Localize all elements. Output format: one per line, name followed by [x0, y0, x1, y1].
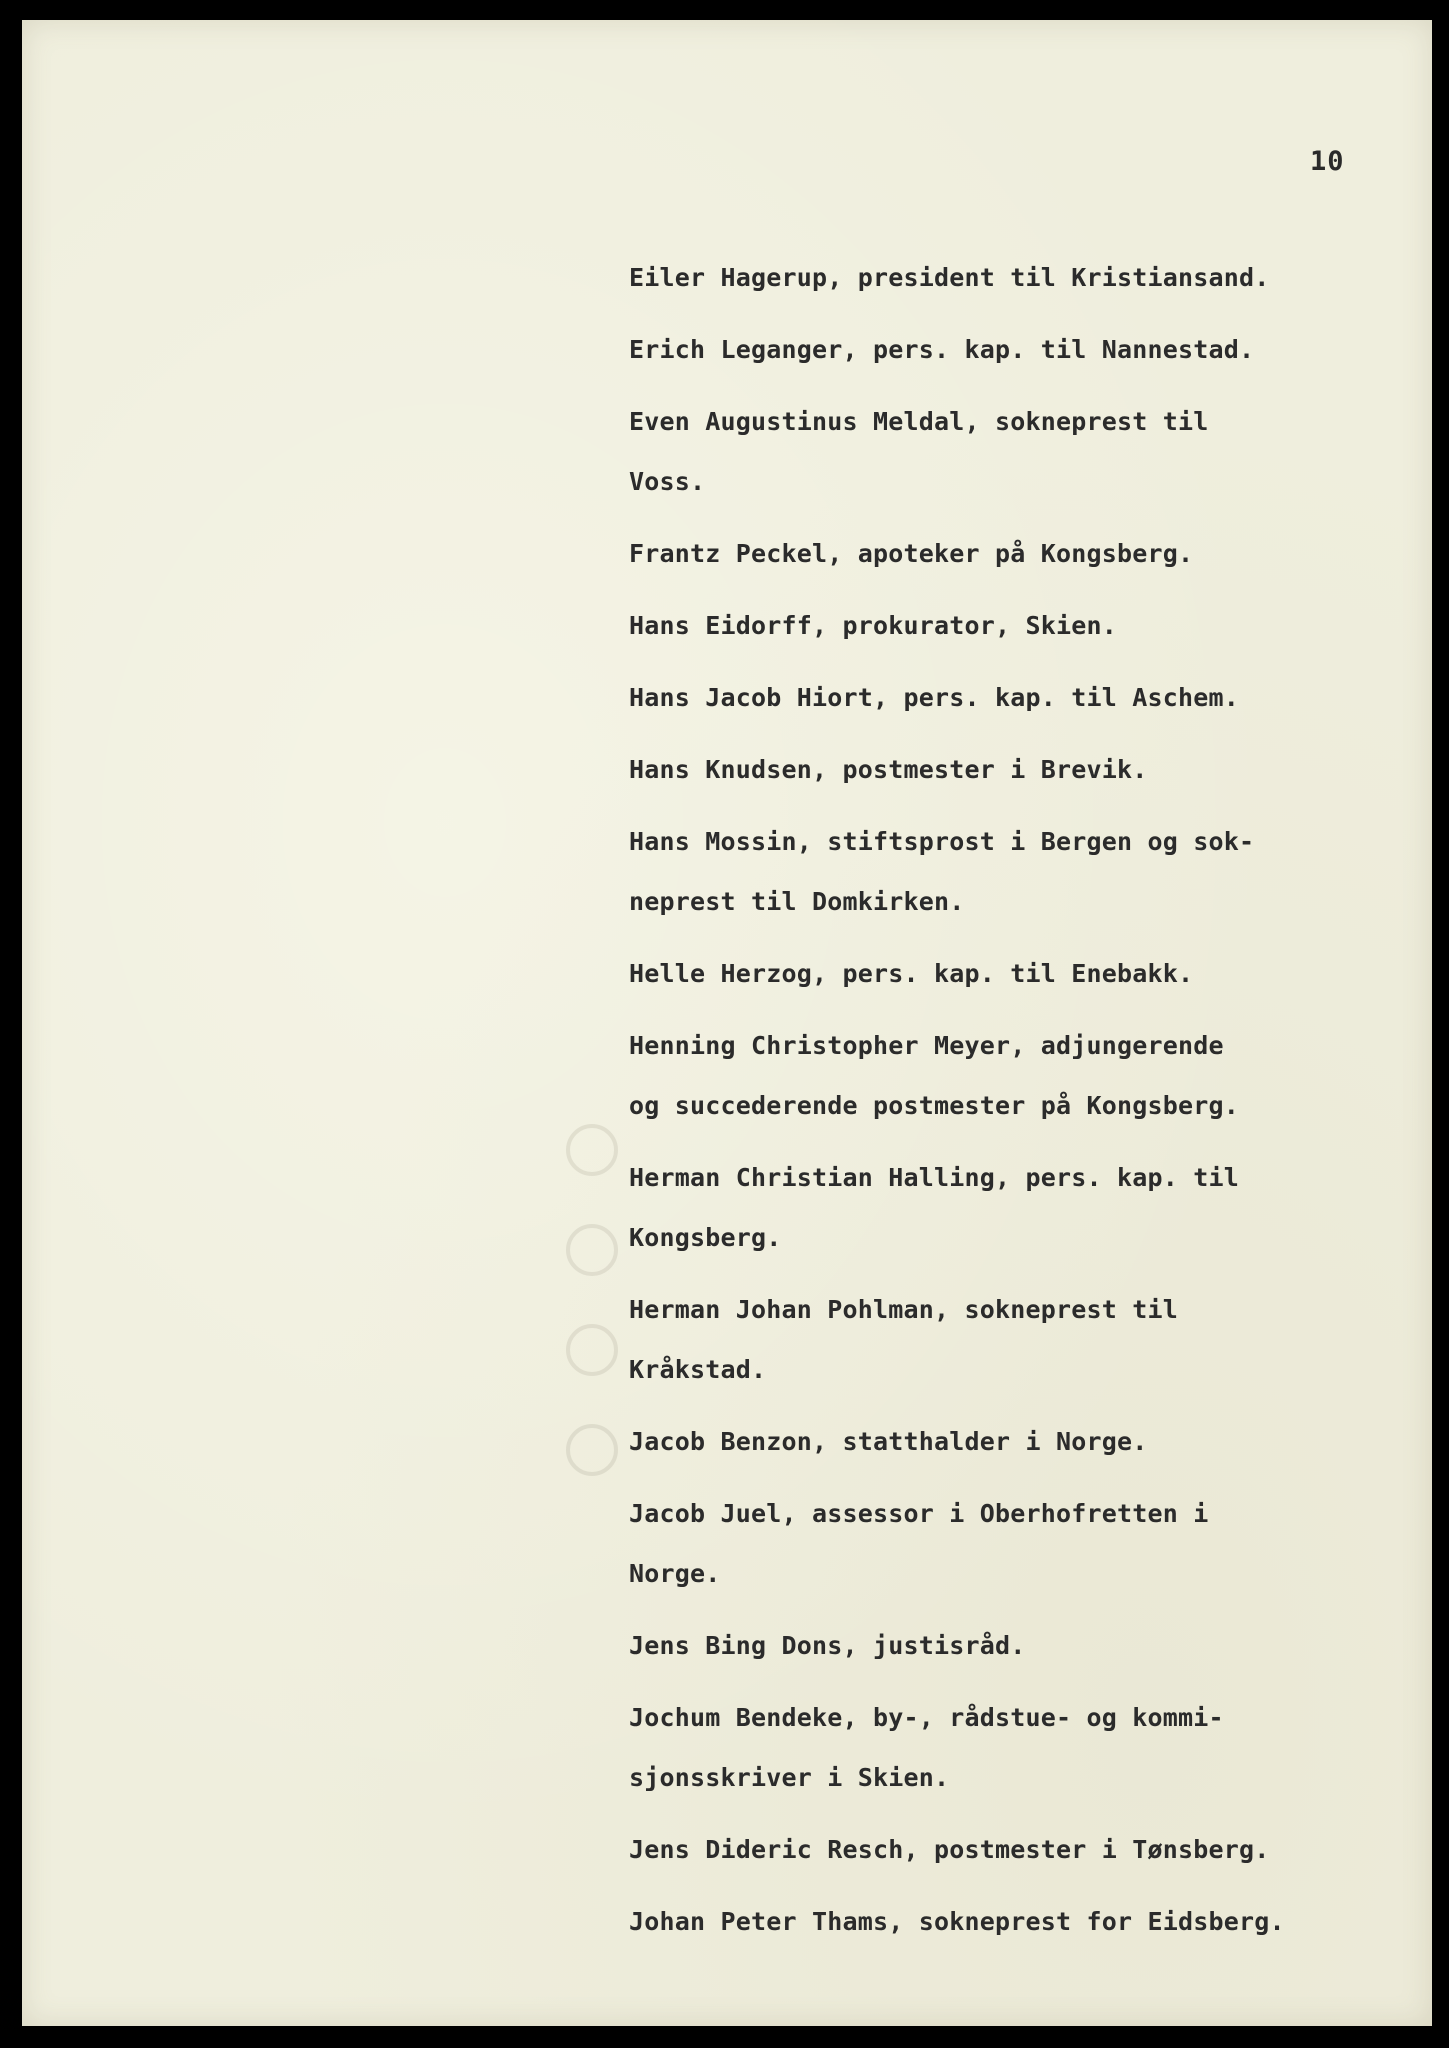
list-item: [629, 822, 1429, 954]
entry-line: Hans Knudsen, postmester i Brevik.: [629, 755, 1148, 784]
list-item: [629, 330, 1429, 402]
list-item: [629, 1422, 1429, 1494]
list-item: [629, 606, 1429, 678]
list-item: [629, 954, 1429, 1026]
entry-line: Jacob Benzon, statthalder i Norge.: [629, 1427, 1148, 1456]
list-item: [629, 1902, 1429, 1974]
entry-line: Johan Peter Thams, sokneprest for Eidsberg.: [629, 1907, 1285, 1936]
entry-line: Erich Leganger, pers. kap. til Nannestad.: [629, 335, 1255, 364]
list-item: [629, 750, 1429, 822]
faint-stamp-watermark: [562, 1070, 622, 1870]
list-item: [629, 1290, 1429, 1422]
list-item: [629, 1494, 1429, 1626]
entry-line: Herman Christian Halling, pers. kap. til: [629, 1163, 1240, 1192]
entry-line: Helle Herzog, pers. kap. til Enebakk.: [629, 959, 1194, 988]
entry-line-continued: og succederende postmester på Kongsberg.: [629, 1091, 1240, 1120]
entry-line-continued: sjonsskriver i Skien.: [629, 1763, 950, 1792]
entry-line-continued: Voss.: [629, 467, 706, 496]
entry-line: Jochum Bendeke, by-, rådstue- og kommi-: [629, 1703, 1224, 1732]
list-item: [629, 1626, 1429, 1698]
page-number: 10: [1310, 146, 1345, 177]
list-item: [629, 1158, 1429, 1290]
entry-line-continued: Norge.: [629, 1559, 721, 1588]
entry-line: Frantz Peckel, apoteker på Kongsberg.: [629, 539, 1194, 568]
list-item: [629, 1026, 1429, 1158]
entry-line-continued: neprest til Domkirken.: [629, 887, 965, 916]
entry-line: Hans Jacob Hiort, pers. kap. til Aschem.: [629, 683, 1240, 712]
entry-line: Hans Eidorff, prokurator, Skien.: [629, 611, 1118, 640]
entry-line: Jens Bing Dons, justisråd.: [629, 1631, 1026, 1660]
entry-line-continued: Kråkstad.: [629, 1355, 767, 1384]
entry-line-continued: Kongsberg.: [629, 1223, 782, 1252]
entry-line: Eiler Hagerup, president til Kristiansand.: [629, 263, 1270, 292]
entry-line: Henning Christopher Meyer, adjungerende: [629, 1031, 1224, 1060]
list-item: [629, 1830, 1429, 1902]
list-item: [629, 678, 1429, 750]
entry-line: Even Augustinus Meldal, sokneprest til: [629, 407, 1209, 436]
list-item: [629, 258, 1429, 330]
list-item: [629, 534, 1429, 606]
list-item: [629, 402, 1429, 534]
list-item: [629, 1698, 1429, 1830]
name-list: [629, 258, 1429, 1974]
entry-line: Jacob Juel, assessor i Oberhofretten i: [629, 1499, 1209, 1528]
entry-line: Jens Dideric Resch, postmester i Tønsberg.: [629, 1835, 1270, 1864]
entry-line: Herman Johan Pohlman, sokneprest til: [629, 1295, 1179, 1324]
document-page: [22, 20, 1432, 2026]
entry-line: Hans Mossin, stiftsprost i Bergen og sok-: [629, 827, 1255, 856]
